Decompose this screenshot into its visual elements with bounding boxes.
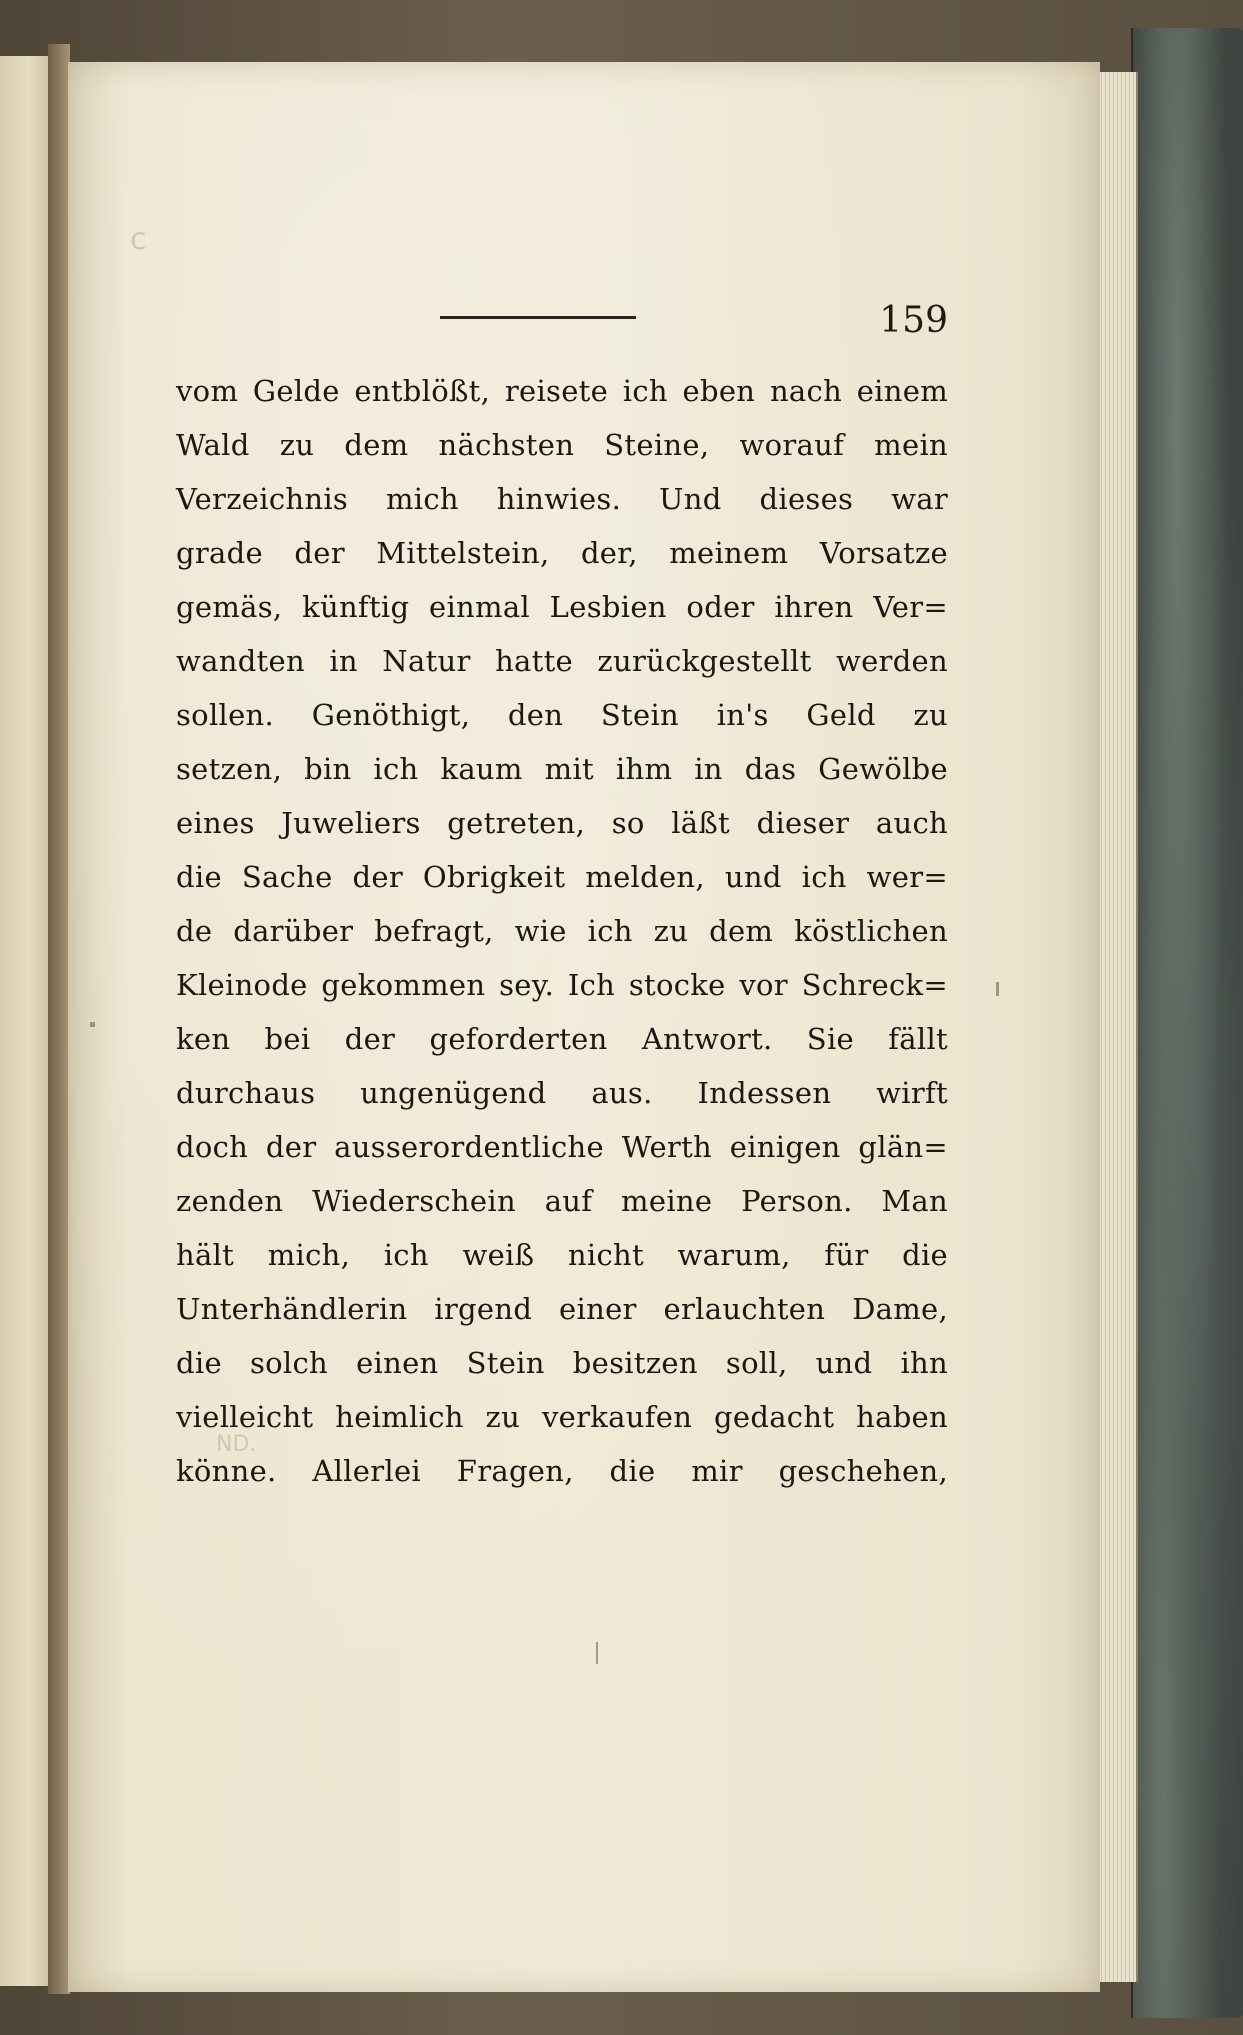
book-page — [68, 62, 1100, 1992]
pencil-mark: c — [130, 222, 147, 257]
paper-speck — [90, 1022, 95, 1027]
text-line: grade der Mittelstein, der, meinem Vorsatze — [176, 536, 948, 570]
book-gutter — [48, 44, 70, 1994]
text-line: gemäs, künftig einmal Lesbien oder ihren Ver= — [176, 590, 948, 624]
text-line: wandten in Natur hatte zurückgestellt werden — [176, 644, 948, 678]
text-line: setzen, bin ich kaum mit ihm in das Gewölbe — [176, 752, 948, 786]
text-line: vom Gelde entblößt, reisete ich eben nach einem — [176, 374, 948, 408]
text-line: könne. Allerlei Fragen, die mir geschehen, — [176, 1454, 948, 1488]
paper-speck — [596, 1642, 598, 1664]
header-rule — [440, 316, 636, 319]
text-line: die solch einen Stein besitzen soll, und ihn — [176, 1346, 948, 1380]
text-line: doch der ausserordentliche Werth einigen glän= — [176, 1130, 948, 1164]
text-line: Kleinode gekommen sey. Ich stocke vor Schreck= — [176, 968, 948, 1002]
text-line: eines Juweliers getreten, so läßt dieser auch — [176, 806, 948, 840]
page-number: 159 — [879, 300, 948, 341]
text-line: die Sache der Obrigkeit melden, und ich wer= — [176, 860, 948, 894]
text-line: sollen. Genöthigt, den Stein in's Geld zu — [176, 698, 948, 732]
text-line: hält mich, ich weiß nicht warum, für die — [176, 1238, 948, 1272]
left-facing-page-edge — [0, 56, 51, 1986]
book-cover-board — [1131, 28, 1243, 2018]
page-stack-edge — [1098, 72, 1138, 1982]
text-line: vielleicht heimlich zu verkaufen gedacht haben — [176, 1400, 948, 1434]
paper-speck — [996, 982, 999, 996]
body-text — [176, 364, 948, 1498]
text-line: Wald zu dem nächsten Steine, worauf mein — [176, 428, 948, 462]
text-line: Verzeichnis mich hinwies. Und dieses war — [176, 482, 948, 516]
text-line: de darüber befragt, wie ich zu dem köstlichen — [176, 914, 948, 948]
text-line: durchaus ungenügend aus. Indessen wirft — [176, 1076, 948, 1110]
pencil-mark-faint: ND. — [216, 1432, 257, 1457]
text-line: zenden Wiederschein auf meine Person. Man — [176, 1184, 948, 1218]
text-line: Unterhändlerin irgend einer erlauchten Dame, — [176, 1292, 948, 1326]
text-line: ken bei der geforderten Antwort. Sie fällt — [176, 1022, 948, 1056]
